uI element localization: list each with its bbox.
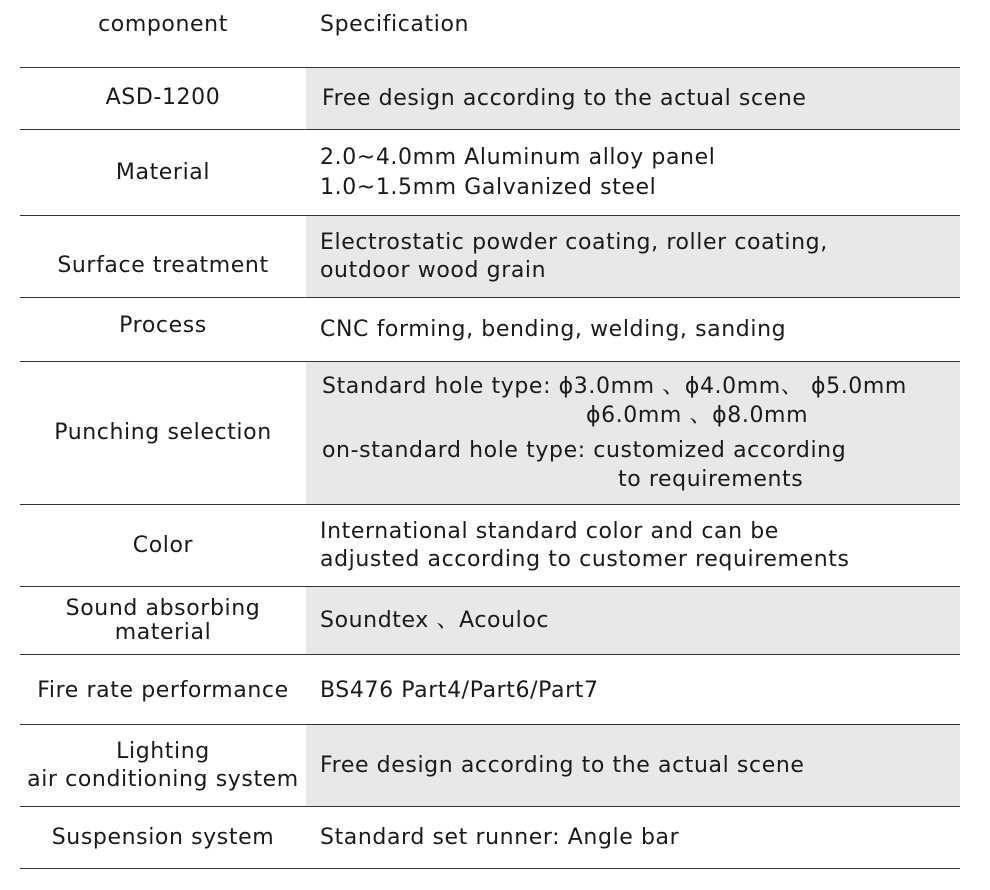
table-row-sound-absorbing-material [20,587,960,655]
component-cell [20,807,306,868]
table-row-punching-selection [20,362,960,505]
spec-line: Free design according to the actual scene [320,752,805,778]
component-label: Punching selection [54,420,272,445]
spec-line: 2.0~4.0mm Aluminum alloy panel [320,144,716,170]
spec-cell [306,655,960,724]
spec-cell [306,587,960,654]
component-cell [20,725,306,806]
spec-line: ϕ6.0mm 、ϕ8.0mm [586,403,809,428]
table-row-material [20,130,960,216]
spec-line: Standard hole type: ϕ3.0mm 、ϕ4.0mm、 ϕ5.0mm [322,374,907,399]
spec-line: 1.0~1.5mm Galvanized steel [320,174,657,200]
table-row-color [20,505,960,587]
spec-line: International standard color and can be [320,518,779,544]
spec-cell [306,298,960,361]
table-row-surface-treatment [20,216,960,298]
component-label: Surface treatment [57,253,269,278]
spec-cell [306,807,960,868]
component-cell [20,362,306,504]
header-component [20,0,306,67]
spec-line: outdoor wood grain [320,257,547,283]
table-row-lighting-air-conditioning [20,725,960,807]
spec-line: adjusted according to customer requirements [320,546,850,572]
spec-line: Standard set runner: Angle bar [320,824,680,850]
header-specification-label: Specification [320,12,470,37]
spec-table [20,0,960,869]
component-label: Sound absorbing [65,595,261,621]
spec-cell [306,505,960,586]
component-label: Fire rate performance [37,678,289,703]
table-row-fire-rate-performance [20,655,960,725]
spec-line: on-standard hole type: customized according [322,438,847,463]
table-row-process [20,298,960,362]
component-label: Color [132,532,194,558]
spec-cell [306,130,960,215]
spec-line: Electrostatic powder coating, roller coating, [320,229,828,255]
component-cell [20,655,306,724]
component-label: air conditioning system [27,766,299,792]
component-cell [20,216,306,297]
component-label: ASD-1200 [105,85,221,110]
component-cell [20,505,306,586]
spec-line: Soundtex 、Acouloc [320,607,550,633]
table-row-asd-1200 [20,68,960,130]
spec-cell [306,362,960,504]
spec-line: to requirements [618,467,804,492]
component-label: Lighting [116,738,210,764]
header-specification [306,0,960,67]
component-label: Suspension system [51,824,275,850]
component-cell [20,130,306,215]
spec-line: Free design according to the actual scene [322,85,807,111]
spec-line: BS476 Part4/Part6/Part7 [320,678,599,703]
component-label: material [114,619,212,645]
table-row-suspension-system [20,807,960,869]
table-header-row [20,0,960,68]
spec-cell [306,68,960,129]
spec-line: CNC forming, bending, welding, sanding [320,316,787,342]
spec-cell [306,216,960,297]
spec-cell [306,725,960,806]
component-label: Material [115,159,211,185]
header-component-label: component [98,12,228,37]
component-label: Process [119,313,207,338]
component-cell [20,68,306,129]
component-cell [20,587,306,654]
component-cell [20,298,306,361]
